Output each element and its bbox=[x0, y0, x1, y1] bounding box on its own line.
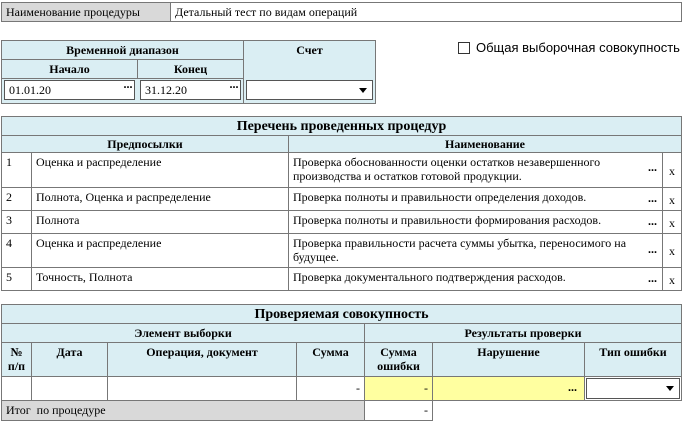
procedure-row-name[interactable]: Проверка документального подтверждения расходов. bbox=[288, 267, 663, 291]
col-procedure-name: Наименование bbox=[288, 135, 682, 153]
procedure-name-value[interactable]: Детальный тест по видам операций bbox=[170, 2, 682, 22]
end-date-field[interactable] bbox=[140, 80, 241, 100]
end-label: Конец bbox=[137, 59, 244, 79]
group-check-results: Результаты проверки bbox=[364, 323, 682, 343]
procedure-row-premise: Полнота, Оценка и распределение bbox=[31, 187, 289, 211]
procedures-list-title: Перечень проведенных процедур bbox=[1, 116, 682, 136]
start-label: Начало bbox=[1, 59, 138, 79]
overall-population-label: Общая выборочная совокупность bbox=[476, 40, 680, 55]
procedure-row-dots-button[interactable]: ... bbox=[648, 214, 657, 228]
procedure-row-delete-button[interactable]: x bbox=[662, 267, 682, 291]
error-sum-cell[interactable]: - bbox=[364, 376, 433, 401]
population-title: Проверяемая совокупность bbox=[1, 304, 682, 324]
procedure-row-dots-button[interactable]: ... bbox=[648, 191, 657, 205]
procedure-row-num: 1 bbox=[1, 152, 32, 188]
procedure-row-delete-button[interactable]: x bbox=[662, 187, 682, 211]
chevron-down-icon bbox=[359, 88, 367, 93]
procedure-row-premise: Оценка и распределение bbox=[31, 152, 289, 188]
procedure-row-dots-button[interactable]: ... bbox=[648, 271, 657, 285]
procedure-row-premise: Оценка и распределение bbox=[31, 233, 289, 268]
date-cell[interactable] bbox=[31, 376, 108, 401]
overall-population-checkbox[interactable] bbox=[458, 42, 470, 54]
procedure-row-delete-button[interactable]: x bbox=[662, 152, 682, 188]
end-date-picker-icon[interactable]: ··· bbox=[228, 80, 238, 94]
procedure-row-name[interactable]: Проверка полноты и правильности формирования расходов. bbox=[288, 210, 663, 234]
procedure-row-num: 5 bbox=[1, 267, 32, 291]
col-error-type: Тип ошибки bbox=[584, 342, 682, 377]
col-date: Дата bbox=[31, 342, 108, 377]
total-label: Итог по процедуре bbox=[1, 400, 365, 421]
col-operation-document: Операция, документ bbox=[107, 342, 297, 377]
time-range-header: Временной диапазон bbox=[1, 40, 244, 60]
violation-cell[interactable] bbox=[432, 376, 585, 401]
col-row-number: № п/п bbox=[1, 342, 32, 377]
chevron-down-icon bbox=[666, 386, 674, 391]
col-sum: Сумма bbox=[296, 342, 365, 377]
procedure-row-dots-button[interactable]: ... bbox=[648, 160, 657, 174]
procedure-row-delete-button[interactable]: x bbox=[662, 210, 682, 234]
total-value: - bbox=[364, 400, 433, 421]
start-date-value: 01.01.20 bbox=[9, 83, 51, 97]
error-type-select[interactable] bbox=[586, 378, 680, 399]
col-preconditions: Предпосылки bbox=[1, 135, 289, 153]
procedure-row-premise: Точность, Полнота bbox=[31, 267, 289, 291]
account-header: Счет bbox=[243, 40, 376, 104]
start-date-picker-icon[interactable]: ··· bbox=[122, 80, 132, 94]
group-sample-element: Элемент выборки bbox=[1, 323, 365, 343]
procedure-row-num: 3 bbox=[1, 210, 32, 234]
procedure-row-dots-button[interactable]: ... bbox=[648, 242, 657, 256]
start-date-field[interactable] bbox=[4, 80, 135, 100]
procedure-row-delete-button[interactable]: x bbox=[662, 233, 682, 268]
sum-cell[interactable]: - bbox=[296, 376, 365, 401]
procedure-name-label: Наименование процедуры bbox=[1, 2, 171, 22]
account-select[interactable] bbox=[246, 80, 373, 100]
procedure-row-name[interactable]: Проверка полноты и правильности определения доходов. bbox=[288, 187, 663, 211]
col-error-sum: Сумма ошибки bbox=[364, 342, 433, 377]
procedure-row-premise: Полнота bbox=[31, 210, 289, 234]
operation-cell[interactable] bbox=[107, 376, 297, 401]
procedure-row-name[interactable]: Проверка обоснованности оценки остатков незавершенного производства и остатков готовой продукции. bbox=[288, 152, 663, 188]
procedure-row-num: 2 bbox=[1, 187, 32, 211]
row-number-cell bbox=[1, 376, 32, 401]
violation-dots-button[interactable]: ... bbox=[568, 380, 577, 394]
procedure-row-name[interactable]: Проверка правильности расчета суммы убытка, переносимого на будущее. bbox=[288, 233, 663, 268]
procedure-row-num: 4 bbox=[1, 233, 32, 268]
col-violation: Нарушение bbox=[432, 342, 585, 377]
end-date-value: 31.12.20 bbox=[145, 83, 187, 97]
